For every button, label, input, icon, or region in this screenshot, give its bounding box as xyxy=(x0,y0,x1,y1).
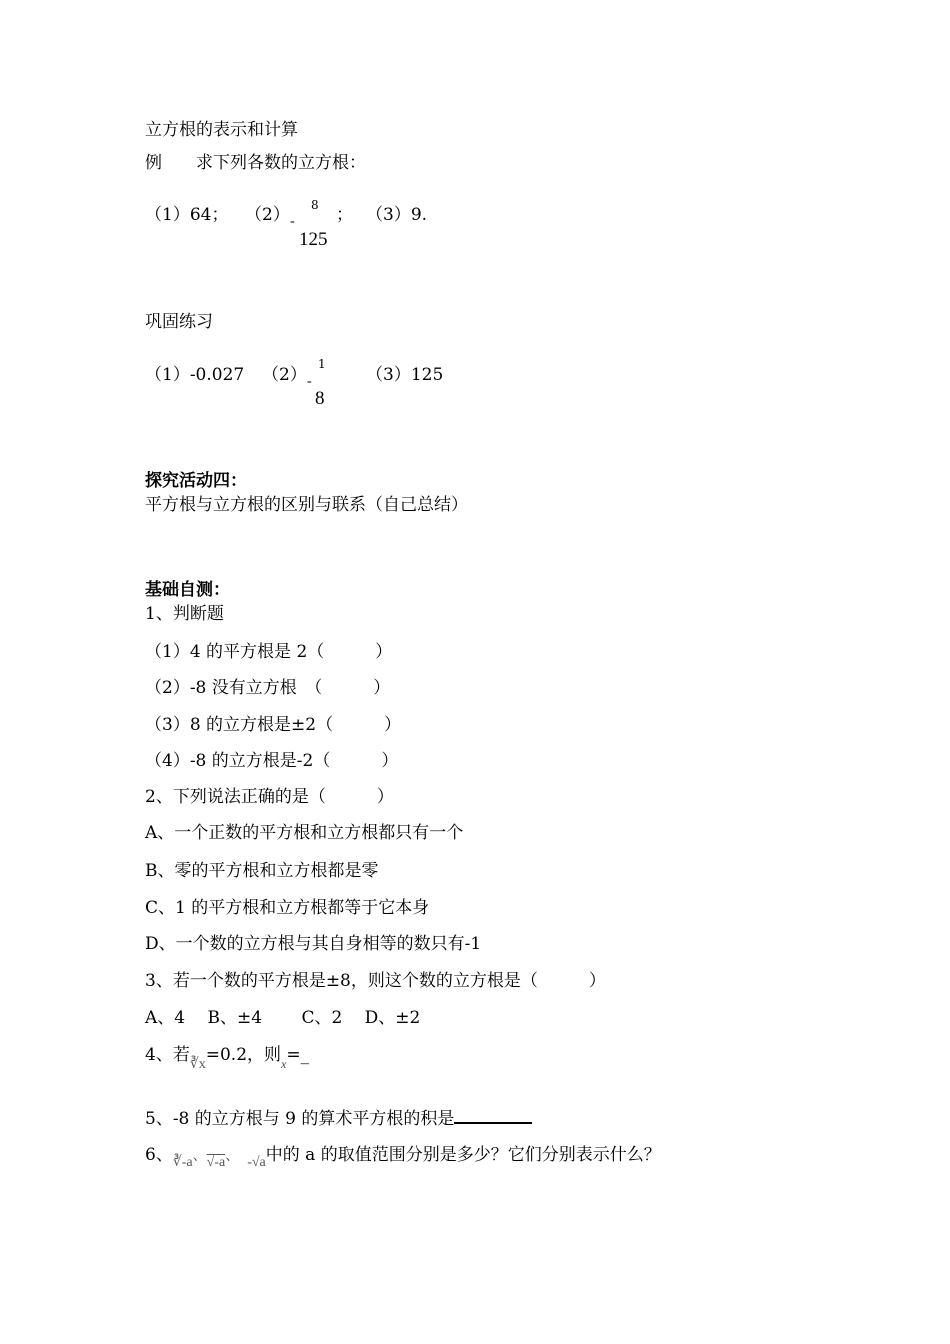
fraction-denominator: 125 xyxy=(299,229,328,250)
practice-item-2-label: （2） xyxy=(262,365,307,385)
fraction-minus: - xyxy=(307,374,312,389)
practice-item-1: （1）-0.027 xyxy=(145,365,245,385)
section-title: 立方根的表示和计算 xyxy=(145,120,298,140)
example-item-2-label: （2） xyxy=(245,205,290,225)
judge-item: （4）-8 的立方根是-2（ ） xyxy=(145,751,399,771)
neg-sqrt-a: -√a xyxy=(247,1155,266,1170)
question-4 xyxy=(145,1044,310,1072)
answer-blank xyxy=(454,1106,532,1124)
separator: 、 xyxy=(192,1149,207,1164)
q4-variable: x xyxy=(281,1057,287,1071)
q4-prefix: 4、若 xyxy=(145,1045,190,1065)
question-6 xyxy=(145,1144,661,1168)
q4-middle: =0.2，则 xyxy=(205,1045,282,1065)
judge-item: （1）4 的平方根是 2（ ） xyxy=(145,642,393,662)
question-5 xyxy=(145,1106,532,1130)
practice-title: 巩固练习 xyxy=(145,312,213,332)
cube-root-neg-a: ∛-a xyxy=(172,1155,193,1170)
q4-end: =_ xyxy=(286,1045,310,1065)
example-prompt: 例 求下列各数的立方根： xyxy=(145,153,366,173)
activity-text: 平方根与立方根的区别与联系（自己总结） xyxy=(145,495,468,515)
fraction-denominator: 8 xyxy=(315,388,325,409)
separator: 、 xyxy=(225,1149,240,1164)
option-c: C、1 的平方根和立方根都等于它本身 xyxy=(145,898,430,918)
practice-item-3: （3）125 xyxy=(366,365,444,385)
question-1: 1、判断题 xyxy=(145,604,224,624)
activity-title: 探究活动四： xyxy=(145,471,247,491)
q5-text: 5、-8 的立方根与 9 的算术平方根的积是 xyxy=(145,1109,455,1129)
fraction-numerator: 1 xyxy=(318,357,326,371)
fraction-numerator: 8 xyxy=(311,198,319,212)
question-3: 3、若一个数的平方根是±8，则这个数的立方根是（ ） xyxy=(145,971,606,991)
option-d: D、一个数的立方根与其自身相等的数只有-1 xyxy=(145,934,482,954)
example-item-3: （3）9. xyxy=(366,205,428,225)
question-3-options: A、4 B、±4 C、2 D、±2 xyxy=(145,1008,421,1028)
question-2: 2、下列说法正确的是（ ） xyxy=(145,787,394,807)
option-b: B、零的平方根和立方根都是零 xyxy=(145,861,379,881)
example-item-1: （1）64； xyxy=(145,205,229,225)
option-a: A、一个正数的平方根和立方根都只有一个 xyxy=(145,823,464,843)
q6-text: 中的 a 的取值范围分别是多少？它们分别表示什么？ xyxy=(265,1145,661,1165)
selftest-title: 基础自测： xyxy=(145,580,230,600)
fraction-minus: - xyxy=(290,214,295,229)
judge-item: （3）8 的立方根是±2（ ） xyxy=(145,715,402,735)
sqrt-neg-a: √-a xyxy=(206,1155,226,1170)
example-semicolon: ； xyxy=(336,205,353,225)
cube-root-x: ∛x xyxy=(189,1057,206,1072)
q6-prefix: 6、 xyxy=(145,1145,173,1165)
judge-item: （2）-8 没有立方根 （ ） xyxy=(145,678,391,698)
